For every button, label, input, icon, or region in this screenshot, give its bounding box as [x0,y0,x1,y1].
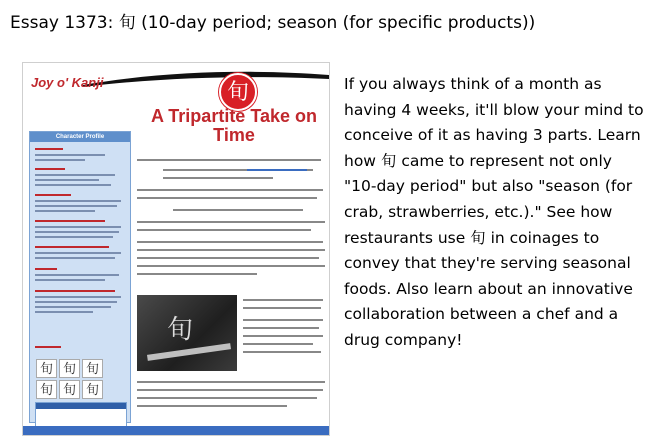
character-profile-header: Character Profile [30,132,130,142]
body-text [137,273,257,275]
knife-photo [137,295,237,371]
body-text [243,319,323,321]
brand-swoosh [83,67,329,89]
essay-title: Essay 1373: 旬 (10-day period; season (for specific products)) [10,13,536,33]
sidebar-heading [35,220,105,222]
body-text [137,197,317,199]
sidebar-text [35,231,119,233]
sidebar-text [35,159,85,161]
body-text [243,307,321,309]
essay-page-thumbnail[interactable] [22,62,330,436]
stroke-step: 旬 [59,359,80,378]
body-text [173,209,303,211]
stroke-step: 旬 [82,380,103,399]
sidebar-text [35,236,113,238]
body-text [137,257,319,259]
stroke-step: 旬 [59,380,80,399]
body-text [137,229,311,231]
character-profile-sidebar [29,131,131,423]
sidebar-text [35,252,121,254]
body-text [243,327,319,329]
sidebar-text [35,279,105,281]
body-text [137,265,325,267]
sidebar-text [35,257,115,259]
sidebar-text [35,174,115,176]
sidebar-heading [35,148,63,150]
body-text [137,249,325,251]
sidebar-text [35,274,119,276]
sidebar-text [35,184,111,186]
stroke-step: 旬 [82,359,103,378]
sidebar-text [35,296,121,298]
kanji-badge: 旬 [219,73,257,111]
stroke-step: 旬 [36,359,57,378]
body-text [137,241,323,243]
sidebar-text [35,200,121,202]
sidebar-text [35,306,111,308]
sidebar-text [35,301,117,303]
sidebar-heading [35,246,109,248]
body-text [137,381,325,383]
body-text [137,397,317,399]
body-text [163,177,273,179]
stroke-order-grid [35,358,125,400]
body-text [243,335,323,337]
body-text [137,405,287,407]
sidebar-heading [35,290,115,292]
body-text [243,343,313,345]
sidebar-text [35,226,121,228]
sidebar-text [35,311,93,313]
body-text [137,159,321,161]
read-all-header [36,403,126,409]
sidebar-heading [35,194,71,196]
sidebar-text [35,205,117,207]
sidebar-heading [35,168,65,170]
sidebar-heading [35,268,57,270]
sidebar-heading [35,346,61,348]
essay-headline: A Tripartite Take on Time [150,106,318,145]
essay-description: If you always think of a month as having 4 weeks, it'll blow your mind to conceive of it as having 3 parts. Learn how 旬 came to represent not only "10-day period" but also "season (for crab, strawberries, etc.)." See how restaurants use 旬 in coinages to convey that they're serving seasonal foods. Also learn about an innovative collaboration between a chef and a drug company! [344,75,644,349]
brand-logo: Joy o' Kanji [31,75,104,90]
body-text [137,221,325,223]
sidebar-text [35,210,95,212]
body-text [137,189,323,191]
sidebar-text [35,154,105,156]
body-text [137,389,323,391]
photo-kanji: 旬 [167,314,194,344]
body-text [243,299,323,301]
sidebar-text [35,179,99,181]
page-footer [23,426,329,435]
stroke-step: 旬 [36,380,57,399]
body-text [243,351,321,353]
body-text-highlight [247,169,307,171]
